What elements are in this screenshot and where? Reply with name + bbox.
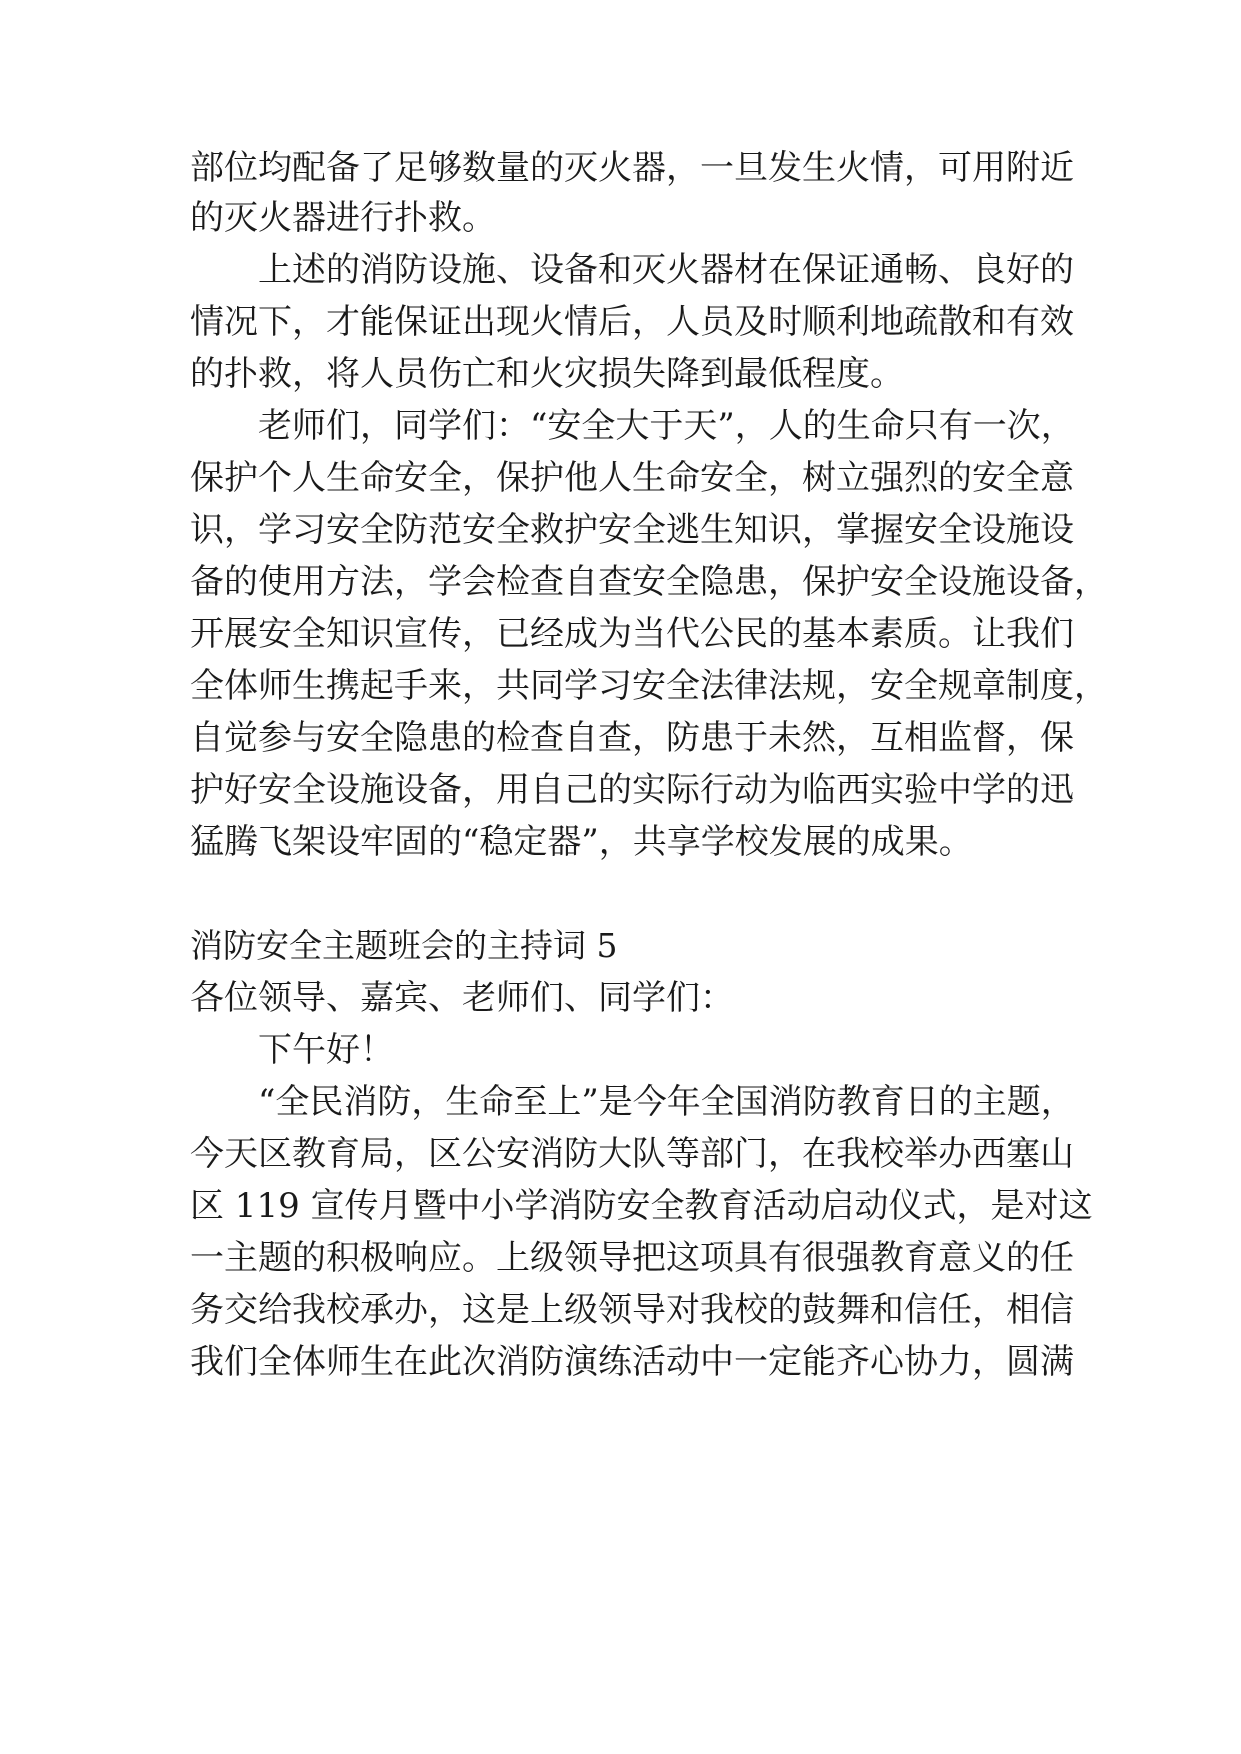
text-line: 老师们，同学们：“安全大于天”，人的生命只有一次， bbox=[258, 406, 1075, 446]
text-line: 今天区教育局，区公安消防大队等部门，在我校举办西塞山 bbox=[190, 1134, 1074, 1174]
text-line: 备的使用方法，学会检查自查安全隐患，保护安全设施设备， bbox=[190, 562, 1108, 602]
greeting: 下午好！ bbox=[258, 1030, 394, 1070]
salutation: 各位领导、嘉宾、老师们、同学们： bbox=[190, 978, 734, 1018]
text-line: 保护个人生命安全，保护他人生命安全，树立强烈的安全意 bbox=[190, 458, 1074, 498]
text-line: 开展安全知识宣传，已经成为当代公民的基本素质。让我们 bbox=[190, 614, 1074, 654]
text-line: 的扑救，将人员伤亡和火灾损失降到最低程度。 bbox=[190, 354, 904, 394]
text-line: 全体师生携起手来，共同学习安全法律法规，安全规章制度， bbox=[190, 666, 1108, 706]
text-line: 区 119 宣传月暨中小学消防安全教育活动启动仪式，是对这 bbox=[190, 1186, 1093, 1226]
section-heading: 消防安全主题班会的主持词 5 bbox=[190, 926, 618, 965]
text-line: 一主题的积极响应。上级领导把这项具有很强教育意义的任 bbox=[190, 1238, 1074, 1278]
text-line: 务交给我校承办，这是上级领导对我校的鼓舞和信任，相信 bbox=[190, 1290, 1074, 1330]
text-line: 我们全体师生在此次消防演练活动中一定能齐心协力，圆满 bbox=[190, 1342, 1074, 1382]
text-line: “全民消防，生命至上”是今年全国消防教育日的主题， bbox=[258, 1082, 1075, 1122]
text-line: 部位均配备了足够数量的灭火器，一旦发生火情，可用附近 bbox=[190, 148, 1074, 188]
text-line: 识，学习安全防范安全救护安全逃生知识，掌握安全设施设 bbox=[190, 510, 1074, 550]
text-line: 情况下，才能保证出现火情后，人员及时顺利地疏散和有效 bbox=[190, 302, 1074, 342]
text-line: 猛腾飞架设牢固的“稳定器”，共享学校发展的成果。 bbox=[190, 822, 973, 862]
text-line: 护好安全设施设备，用自己的实际行动为临西实验中学的迅 bbox=[190, 770, 1074, 810]
text-line: 的灭火器进行扑救。 bbox=[190, 198, 496, 238]
text-line: 自觉参与安全隐患的检查自查，防患于未然，互相监督，保 bbox=[190, 718, 1074, 758]
text-line: 上述的消防设施、设备和灭火器材在保证通畅、良好的 bbox=[258, 250, 1074, 290]
